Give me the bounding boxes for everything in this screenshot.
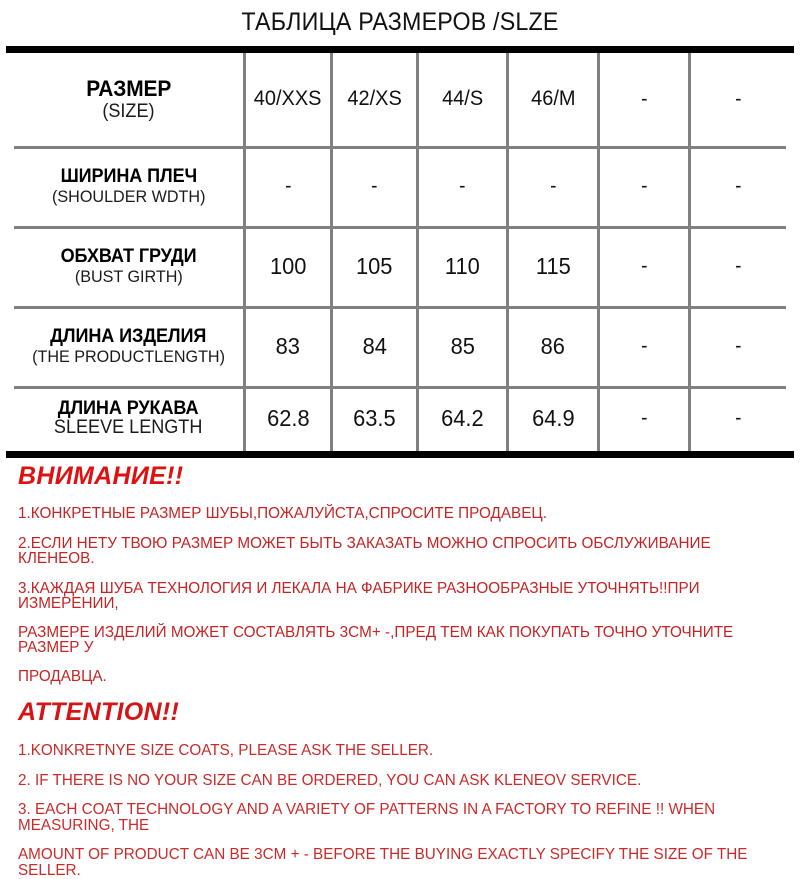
table-cell [419, 53, 506, 146]
cell-value: 46/M [530, 87, 576, 111]
table-cell [509, 53, 597, 146]
table-cell [246, 306, 330, 386]
size-table [0, 46, 800, 458]
row-label-ru: ДЛИНА ИЗДЕЛИЯ [50, 325, 207, 347]
table-cell [600, 146, 688, 226]
table-cell [600, 386, 688, 451]
table-cell [333, 226, 416, 306]
cell-value: 40/XXS [254, 87, 322, 111]
table-top-rule [6, 46, 794, 53]
notice-section [0, 462, 800, 878]
notice-line: РАЗМЕРЕ ИЗДЕЛИЙ МОЖЕТ СОСТАВЛЯТЬ 3CM+ -,ПРЕД ТЕМ КАК ПОКУПАТЬ ТОЧНО УТОЧНИТЕ РАЗМЕР У [18, 623, 734, 656]
cell-value: - [735, 334, 742, 357]
cell-value: 105 [356, 252, 393, 279]
row-label-shoulder-width [14, 146, 243, 226]
table-cell [246, 226, 330, 306]
cell-value: - [640, 407, 648, 429]
table-cell [600, 226, 688, 306]
row-label-en: (BUST GIRTH) [74, 266, 183, 286]
row-label-ru: ДЛИНА РУКАВА [58, 398, 199, 420]
table-cell [509, 226, 597, 306]
cell-value: 63.5 [353, 405, 396, 432]
cell-value: 83 [275, 332, 301, 359]
row-label-en: (SIZE) [102, 101, 155, 123]
table-cell [246, 386, 330, 451]
notice-line: 3. EACH COAT TECHNOLOGY AND A VARIETY OF PATTERNS IN A FACTORY TO REFINE !! WHEN MEASURING, THE [18, 801, 716, 834]
notice-line: 2.ЕСЛИ НЕТУ ТВОЮ РАЗМЕР МОЖЕТ БЫТЬ ЗАКАЗАТЬ МОЖНО СПРОСИТЬ ОБСЛУЖИВАНИЕ КЛЕНЕОВ. [18, 534, 711, 567]
notice-heading-ru: ВНИМАНИЕ!! [18, 462, 184, 490]
table-cell [333, 306, 416, 386]
notice-line: 1.KONKRETNYE SIZE COATS, PLEASE ASK THE SELLER. [18, 742, 434, 759]
table-cell [600, 53, 688, 146]
row-label-en: (SHOULDER WDTH) [51, 186, 206, 206]
row-label-product-length [14, 306, 243, 386]
notice-heading-en: ATTENTION!! [18, 698, 180, 726]
cell-value: 64.2 [441, 405, 484, 432]
cell-value: - [640, 88, 648, 110]
table-cell [691, 386, 786, 451]
cell-value: 110 [445, 252, 480, 279]
cell-value: - [549, 174, 557, 197]
cell-value: 115 [535, 252, 571, 279]
cell-value: - [735, 254, 742, 277]
table-cell [333, 53, 416, 146]
notice-line: ПРОДАВЦА. [18, 667, 107, 685]
cell-value: - [459, 174, 466, 197]
table-cell [333, 386, 416, 451]
notice-line: 1.КОНКРЕТНЫЕ РАЗМЕР ШУБЫ,ПОЖАЛУЙСТА,СПРОСИТЕ ПРОДАВЕЦ. [18, 505, 547, 522]
table-cell [246, 53, 330, 146]
table-cell [600, 306, 688, 386]
row-label-size [14, 53, 243, 146]
row-label-ru: ОБХВАТ ГРУДИ [60, 245, 197, 267]
table-cell [691, 306, 786, 386]
row-label-ru: ШИРИНА ПЛЕЧ [60, 165, 197, 187]
cell-value: - [640, 334, 648, 357]
page-title: ТАБЛИЦА РАЗМЕРОВ /SLZE [241, 8, 559, 36]
row-label-en: (THE PRODUCTLENGTH) [32, 346, 225, 366]
table-cell [246, 146, 330, 226]
cell-value: 100 [269, 252, 307, 279]
table-cell [419, 386, 506, 451]
table-cell [333, 146, 416, 226]
row-label-en: SLEEVE LENGTH [54, 417, 203, 438]
notice-lines-en [0, 743, 800, 878]
table-cell [691, 146, 786, 226]
cell-value: 86 [540, 332, 566, 359]
cell-value: 44/S [441, 87, 484, 111]
table-bottom-rule [6, 451, 794, 458]
row-label-bust-girth [14, 226, 243, 306]
cell-value: - [284, 174, 292, 197]
cell-value: - [735, 174, 742, 197]
table-cell [691, 226, 786, 306]
cell-value: 42/XS [347, 87, 402, 111]
notice-line: 3.КАЖДАЯ ШУБА ТЕХНОЛОГИЯ И ЛЕКАЛА НА ФАБРИКЕ РАЗНООБРАЗНЫЕ УТОЧНЯТЬ!!ПРИ ИЗМЕРЕНИИ, [18, 579, 700, 612]
table-cell [509, 386, 597, 451]
cell-value: 85 [450, 332, 475, 359]
cell-value: - [371, 174, 378, 197]
cell-value: 84 [362, 332, 387, 359]
table-cell [419, 226, 506, 306]
table-cell [419, 306, 506, 386]
notice-line: 2. IF THERE IS NO YOUR SIZE CAN BE ORDERED, YOU CAN ASK KLENEOV SERVICE. [18, 771, 642, 789]
table-cell [419, 146, 506, 226]
table-cell [509, 146, 597, 226]
row-label-sleeve-length [14, 386, 243, 451]
cell-value: - [640, 254, 648, 277]
notice-lines-ru [0, 506, 800, 684]
row-label-ru: РАЗМЕР [85, 75, 171, 101]
cell-value: 62.8 [266, 405, 310, 432]
cell-value: - [640, 174, 648, 197]
table-cell [691, 53, 786, 146]
cell-value: 64.9 [531, 405, 575, 432]
cell-value: - [735, 407, 742, 429]
table-cell [509, 306, 597, 386]
notice-line: AMOUNT OF PRODUCT CAN BE 3CM + - BEFORE THE BUYING EXACTLY SPECIFY THE SIZE OF THE SELLER. [18, 846, 748, 879]
cell-value: - [735, 88, 742, 110]
